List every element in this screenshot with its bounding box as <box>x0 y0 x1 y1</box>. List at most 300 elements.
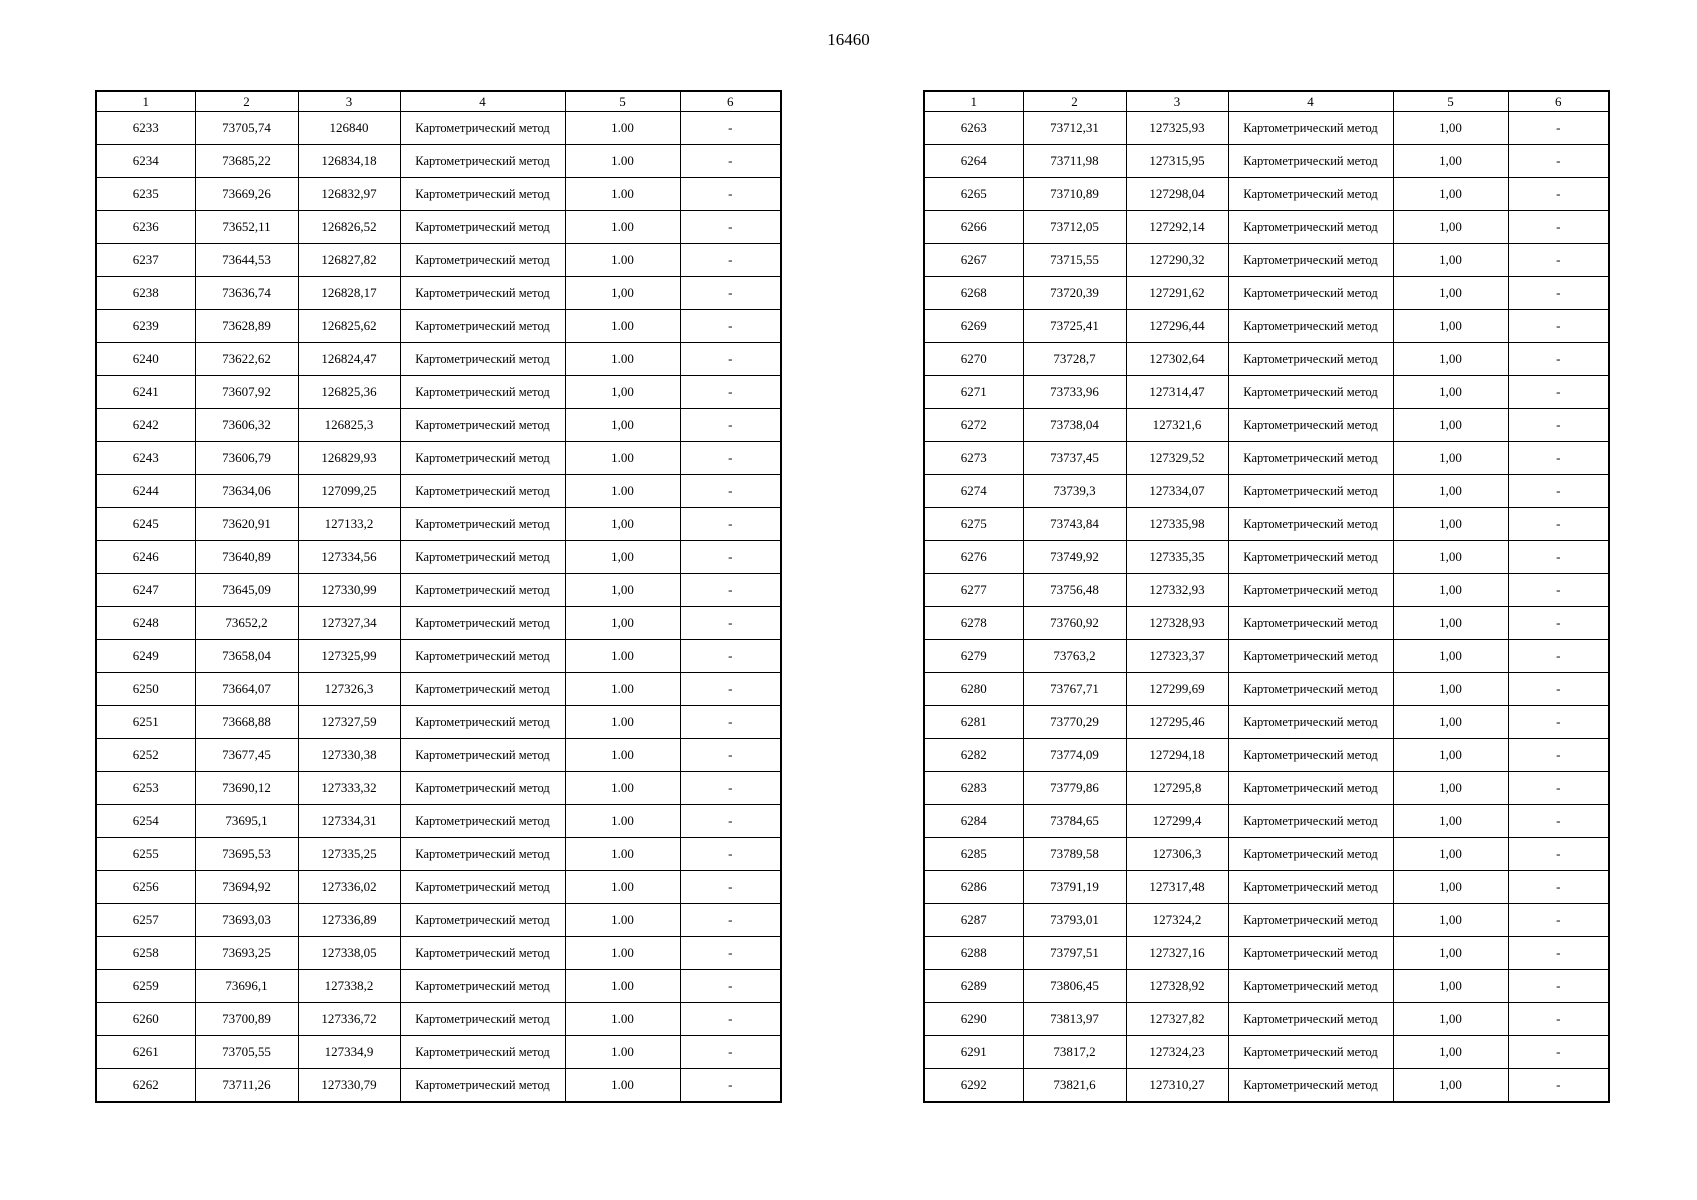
accuracy-cell: 1,00 <box>565 508 680 541</box>
table-row <box>924 838 1609 871</box>
x-coordinate-cell: 73712,05 <box>1023 211 1126 244</box>
y-coordinate-cell: 127330,79 <box>298 1069 400 1103</box>
method-cell: Картометрический метод <box>400 343 565 376</box>
y-coordinate-cell: 126826,52 <box>298 211 400 244</box>
table-row <box>924 310 1609 343</box>
table-row <box>96 574 781 607</box>
table-row <box>924 904 1609 937</box>
accuracy-cell: 1,00 <box>565 574 680 607</box>
description-cell: - <box>680 607 781 640</box>
accuracy-cell: 1.00 <box>565 211 680 244</box>
table-row <box>96 112 781 145</box>
table-row <box>924 376 1609 409</box>
accuracy-cell: 1.00 <box>565 904 680 937</box>
x-coordinate-cell: 73694,92 <box>195 871 298 904</box>
table-row <box>924 739 1609 772</box>
y-coordinate-cell: 127336,02 <box>298 871 400 904</box>
accuracy-cell: 1,00 <box>1393 739 1508 772</box>
y-coordinate-cell: 127310,27 <box>1126 1069 1228 1103</box>
table-row <box>96 772 781 805</box>
description-cell: - <box>1508 574 1609 607</box>
x-coordinate-cell: 73644,53 <box>195 244 298 277</box>
point-number-cell: 6262 <box>96 1069 195 1103</box>
accuracy-cell: 1.00 <box>565 640 680 673</box>
point-number-cell: 6279 <box>924 640 1023 673</box>
point-number-cell: 6233 <box>96 112 195 145</box>
column-header: 4 <box>1228 91 1393 112</box>
x-coordinate-cell: 73813,97 <box>1023 1003 1126 1036</box>
x-coordinate-cell: 73711,26 <box>195 1069 298 1103</box>
method-cell: Картометрический метод <box>400 508 565 541</box>
description-cell: - <box>1508 178 1609 211</box>
method-cell: Картометрический метод <box>400 739 565 772</box>
description-cell: - <box>680 574 781 607</box>
x-coordinate-cell: 73652,11 <box>195 211 298 244</box>
description-cell: - <box>1508 310 1609 343</box>
accuracy-cell: 1,00 <box>1393 541 1508 574</box>
description-cell: - <box>680 310 781 343</box>
description-cell: - <box>1508 211 1609 244</box>
accuracy-cell: 1,00 <box>1393 178 1508 211</box>
accuracy-cell: 1.00 <box>565 673 680 706</box>
point-number-cell: 6269 <box>924 310 1023 343</box>
method-cell: Картометрический метод <box>1228 508 1393 541</box>
y-coordinate-cell: 127299,4 <box>1126 805 1228 838</box>
accuracy-cell: 1,00 <box>1393 442 1508 475</box>
accuracy-cell: 1,00 <box>1393 145 1508 178</box>
y-coordinate-cell: 127328,92 <box>1126 970 1228 1003</box>
method-cell: Картометрический метод <box>1228 343 1393 376</box>
accuracy-cell: 1,00 <box>1393 310 1508 343</box>
description-cell: - <box>1508 409 1609 442</box>
description-cell: - <box>680 442 781 475</box>
method-cell: Картометрический метод <box>1228 178 1393 211</box>
point-number-cell: 6240 <box>96 343 195 376</box>
table-row <box>924 574 1609 607</box>
point-number-cell: 6252 <box>96 739 195 772</box>
y-coordinate-cell: 127298,04 <box>1126 178 1228 211</box>
x-coordinate-cell: 73779,86 <box>1023 772 1126 805</box>
point-number-cell: 6244 <box>96 475 195 508</box>
point-number-cell: 6270 <box>924 343 1023 376</box>
accuracy-cell: 1.00 <box>565 310 680 343</box>
method-cell: Картометрический метод <box>1228 937 1393 970</box>
description-cell: - <box>1508 343 1609 376</box>
y-coordinate-cell: 127332,93 <box>1126 574 1228 607</box>
x-coordinate-cell: 73749,92 <box>1023 541 1126 574</box>
point-number-cell: 6274 <box>924 475 1023 508</box>
method-cell: Картометрический метод <box>1228 541 1393 574</box>
x-coordinate-cell: 73763,2 <box>1023 640 1126 673</box>
accuracy-cell: 1.00 <box>565 145 680 178</box>
method-cell: Картометрический метод <box>1228 673 1393 706</box>
table-row <box>96 1003 781 1036</box>
y-coordinate-cell: 127335,98 <box>1126 508 1228 541</box>
table-row <box>96 838 781 871</box>
method-cell: Картометрический метод <box>400 937 565 970</box>
description-cell: - <box>1508 541 1609 574</box>
method-cell: Картометрический метод <box>400 706 565 739</box>
table-row <box>924 343 1609 376</box>
column-header: 5 <box>565 91 680 112</box>
y-coordinate-cell: 127294,18 <box>1126 739 1228 772</box>
table-row <box>924 1069 1609 1103</box>
point-number-cell: 6289 <box>924 970 1023 1003</box>
y-coordinate-cell: 126825,62 <box>298 310 400 343</box>
y-coordinate-cell: 127335,35 <box>1126 541 1228 574</box>
y-coordinate-cell: 127327,34 <box>298 607 400 640</box>
accuracy-cell: 1,00 <box>565 376 680 409</box>
y-coordinate-cell: 127295,8 <box>1126 772 1228 805</box>
method-cell: Картометрический метод <box>1228 112 1393 145</box>
method-cell: Картометрический метод <box>400 970 565 1003</box>
description-cell: - <box>680 178 781 211</box>
method-cell: Картометрический метод <box>1228 244 1393 277</box>
method-cell: Картометрический метод <box>1228 574 1393 607</box>
y-coordinate-cell: 127327,82 <box>1126 1003 1228 1036</box>
column-header: 3 <box>1126 91 1228 112</box>
accuracy-cell: 1.00 <box>565 112 680 145</box>
method-cell: Картометрический метод <box>400 475 565 508</box>
y-coordinate-cell: 127324,2 <box>1126 904 1228 937</box>
point-number-cell: 6281 <box>924 706 1023 739</box>
point-number-cell: 6258 <box>96 937 195 970</box>
point-number-cell: 6276 <box>924 541 1023 574</box>
method-cell: Картометрический метод <box>400 244 565 277</box>
y-coordinate-cell: 127302,64 <box>1126 343 1228 376</box>
coordinates-table-right <box>923 90 1610 1103</box>
table-row <box>924 145 1609 178</box>
y-coordinate-cell: 127329,52 <box>1126 442 1228 475</box>
x-coordinate-cell: 73677,45 <box>195 739 298 772</box>
table-row <box>924 1036 1609 1069</box>
point-number-cell: 6287 <box>924 904 1023 937</box>
accuracy-cell: 1.00 <box>565 475 680 508</box>
description-cell: - <box>1508 145 1609 178</box>
description-cell: - <box>680 376 781 409</box>
method-cell: Картометрический метод <box>400 541 565 574</box>
point-number-cell: 6280 <box>924 673 1023 706</box>
description-cell: - <box>1508 871 1609 904</box>
description-cell: - <box>1508 937 1609 970</box>
y-coordinate-cell: 127306,3 <box>1126 838 1228 871</box>
method-cell: Картометрический метод <box>1228 211 1393 244</box>
x-coordinate-cell: 73710,89 <box>1023 178 1126 211</box>
description-cell: - <box>680 805 781 838</box>
x-coordinate-cell: 73690,12 <box>195 772 298 805</box>
method-cell: Картометрический метод <box>400 805 565 838</box>
accuracy-cell: 1,00 <box>565 409 680 442</box>
y-coordinate-cell: 127338,05 <box>298 937 400 970</box>
accuracy-cell: 1.00 <box>565 244 680 277</box>
point-number-cell: 6257 <box>96 904 195 937</box>
x-coordinate-cell: 73756,48 <box>1023 574 1126 607</box>
accuracy-cell: 1,00 <box>1393 640 1508 673</box>
method-cell: Картометрический метод <box>1228 970 1393 1003</box>
accuracy-cell: 1,00 <box>1393 343 1508 376</box>
accuracy-cell: 1,00 <box>1393 475 1508 508</box>
point-number-cell: 6235 <box>96 178 195 211</box>
x-coordinate-cell: 73728,7 <box>1023 343 1126 376</box>
accuracy-cell: 1,00 <box>1393 1003 1508 1036</box>
table-row <box>924 805 1609 838</box>
table-row <box>96 409 781 442</box>
y-coordinate-cell: 127314,47 <box>1126 376 1228 409</box>
x-coordinate-cell: 73720,39 <box>1023 277 1126 310</box>
point-number-cell: 6253 <box>96 772 195 805</box>
x-coordinate-cell: 73711,98 <box>1023 145 1126 178</box>
y-coordinate-cell: 127326,3 <box>298 673 400 706</box>
x-coordinate-cell: 73695,53 <box>195 838 298 871</box>
table-row <box>924 244 1609 277</box>
description-cell: - <box>680 409 781 442</box>
column-header: 1 <box>96 91 195 112</box>
method-cell: Картометрический метод <box>1228 607 1393 640</box>
accuracy-cell: 1,00 <box>1393 508 1508 541</box>
table-row <box>96 871 781 904</box>
table-body-left <box>96 112 781 1103</box>
x-coordinate-cell: 73695,1 <box>195 805 298 838</box>
y-coordinate-cell: 127334,07 <box>1126 475 1228 508</box>
column-header: 5 <box>1393 91 1508 112</box>
y-coordinate-cell: 127315,95 <box>1126 145 1228 178</box>
point-number-cell: 6292 <box>924 1069 1023 1103</box>
y-coordinate-cell: 127325,99 <box>298 640 400 673</box>
description-cell: - <box>680 673 781 706</box>
x-coordinate-cell: 73658,04 <box>195 640 298 673</box>
accuracy-cell: 1,00 <box>1393 673 1508 706</box>
y-coordinate-cell: 127333,32 <box>298 772 400 805</box>
method-cell: Картометрический метод <box>1228 277 1393 310</box>
accuracy-cell: 1.00 <box>565 442 680 475</box>
accuracy-cell: 1,00 <box>1393 112 1508 145</box>
x-coordinate-cell: 73806,45 <box>1023 970 1126 1003</box>
table-row <box>924 1003 1609 1036</box>
table-row <box>924 706 1609 739</box>
y-coordinate-cell: 127323,37 <box>1126 640 1228 673</box>
accuracy-cell: 1,00 <box>1393 871 1508 904</box>
point-number-cell: 6282 <box>924 739 1023 772</box>
point-number-cell: 6249 <box>96 640 195 673</box>
method-cell: Картометрический метод <box>1228 1003 1393 1036</box>
x-coordinate-cell: 73696,1 <box>195 970 298 1003</box>
method-cell: Картометрический метод <box>1228 442 1393 475</box>
method-cell: Картометрический метод <box>1228 871 1393 904</box>
y-coordinate-cell: 126827,82 <box>298 244 400 277</box>
x-coordinate-cell: 73634,06 <box>195 475 298 508</box>
description-cell: - <box>1508 970 1609 1003</box>
method-cell: Картометрический метод <box>400 376 565 409</box>
description-cell: - <box>680 244 781 277</box>
method-cell: Картометрический метод <box>400 772 565 805</box>
point-number-cell: 6268 <box>924 277 1023 310</box>
point-number-cell: 6266 <box>924 211 1023 244</box>
description-cell: - <box>1508 475 1609 508</box>
description-cell: - <box>680 541 781 574</box>
table-row <box>96 178 781 211</box>
point-number-cell: 6265 <box>924 178 1023 211</box>
y-coordinate-cell: 127330,38 <box>298 739 400 772</box>
y-coordinate-cell: 126834,18 <box>298 145 400 178</box>
y-coordinate-cell: 127317,48 <box>1126 871 1228 904</box>
point-number-cell: 6242 <box>96 409 195 442</box>
x-coordinate-cell: 73700,89 <box>195 1003 298 1036</box>
x-coordinate-cell: 73606,79 <box>195 442 298 475</box>
method-cell: Картометрический метод <box>400 211 565 244</box>
x-coordinate-cell: 73784,65 <box>1023 805 1126 838</box>
method-cell: Картометрический метод <box>1228 409 1393 442</box>
y-coordinate-cell: 127334,56 <box>298 541 400 574</box>
y-coordinate-cell: 127330,99 <box>298 574 400 607</box>
x-coordinate-cell: 73789,58 <box>1023 838 1126 871</box>
table-row <box>96 1036 781 1069</box>
table-row <box>96 607 781 640</box>
point-number-cell: 6260 <box>96 1003 195 1036</box>
x-coordinate-cell: 73737,45 <box>1023 442 1126 475</box>
x-coordinate-cell: 73739,3 <box>1023 475 1126 508</box>
accuracy-cell: 1.00 <box>565 706 680 739</box>
point-number-cell: 6256 <box>96 871 195 904</box>
point-number-cell: 6255 <box>96 838 195 871</box>
description-cell: - <box>1508 739 1609 772</box>
page-number: 16460 <box>827 30 870 49</box>
accuracy-cell: 1.00 <box>565 1003 680 1036</box>
x-coordinate-cell: 73793,01 <box>1023 904 1126 937</box>
accuracy-cell: 1,00 <box>1393 409 1508 442</box>
table-row <box>96 145 781 178</box>
point-number-cell: 6251 <box>96 706 195 739</box>
table-row <box>96 904 781 937</box>
description-cell: - <box>1508 838 1609 871</box>
point-number-cell: 6263 <box>924 112 1023 145</box>
y-coordinate-cell: 127325,93 <box>1126 112 1228 145</box>
accuracy-cell: 1,00 <box>1393 937 1508 970</box>
y-coordinate-cell: 127328,93 <box>1126 607 1228 640</box>
description-cell: - <box>1508 1069 1609 1103</box>
accuracy-cell: 1,00 <box>1393 574 1508 607</box>
point-number-cell: 6275 <box>924 508 1023 541</box>
description-cell: - <box>680 211 781 244</box>
table-row <box>924 211 1609 244</box>
x-coordinate-cell: 73628,89 <box>195 310 298 343</box>
point-number-cell: 6234 <box>96 145 195 178</box>
x-coordinate-cell: 73693,03 <box>195 904 298 937</box>
point-number-cell: 6290 <box>924 1003 1023 1036</box>
table-row <box>96 343 781 376</box>
description-cell: - <box>1508 244 1609 277</box>
y-coordinate-cell: 126840 <box>298 112 400 145</box>
accuracy-cell: 1,00 <box>1393 1069 1508 1103</box>
y-coordinate-cell: 127336,72 <box>298 1003 400 1036</box>
accuracy-cell: 1,00 <box>565 607 680 640</box>
table-row <box>96 277 781 310</box>
x-coordinate-cell: 73767,71 <box>1023 673 1126 706</box>
description-cell: - <box>1508 805 1609 838</box>
accuracy-cell: 1.00 <box>565 739 680 772</box>
method-cell: Картометрический метод <box>400 673 565 706</box>
accuracy-cell: 1.00 <box>565 871 680 904</box>
description-cell: - <box>1508 376 1609 409</box>
y-coordinate-cell: 126825,36 <box>298 376 400 409</box>
accuracy-cell: 1.00 <box>565 772 680 805</box>
point-number-cell: 6285 <box>924 838 1023 871</box>
method-cell: Картометрический метод <box>400 640 565 673</box>
accuracy-cell: 1,00 <box>1393 607 1508 640</box>
x-coordinate-cell: 73733,96 <box>1023 376 1126 409</box>
table-row <box>96 541 781 574</box>
x-coordinate-cell: 73715,55 <box>1023 244 1126 277</box>
point-number-cell: 6277 <box>924 574 1023 607</box>
description-cell: - <box>680 838 781 871</box>
column-header: 2 <box>1023 91 1126 112</box>
method-cell: Картометрический метод <box>1228 640 1393 673</box>
point-number-cell: 6278 <box>924 607 1023 640</box>
point-number-cell: 6254 <box>96 805 195 838</box>
accuracy-cell: 1.00 <box>565 1069 680 1103</box>
coordinates-table-left <box>95 90 782 1103</box>
point-number-cell: 6250 <box>96 673 195 706</box>
table-header-row <box>96 91 781 112</box>
x-coordinate-cell: 73797,51 <box>1023 937 1126 970</box>
accuracy-cell: 1.00 <box>565 838 680 871</box>
description-cell: - <box>1508 904 1609 937</box>
method-cell: Картометрический метод <box>1228 1036 1393 1069</box>
x-coordinate-cell: 73606,32 <box>195 409 298 442</box>
method-cell: Картометрический метод <box>400 178 565 211</box>
method-cell: Картометрический метод <box>400 145 565 178</box>
point-number-cell: 6248 <box>96 607 195 640</box>
method-cell: Картометрический метод <box>400 1003 565 1036</box>
point-number-cell: 6264 <box>924 145 1023 178</box>
y-coordinate-cell: 127099,25 <box>298 475 400 508</box>
x-coordinate-cell: 73743,84 <box>1023 508 1126 541</box>
x-coordinate-cell: 73607,92 <box>195 376 298 409</box>
accuracy-cell: 1,00 <box>1393 772 1508 805</box>
point-number-cell: 6236 <box>96 211 195 244</box>
column-header: 2 <box>195 91 298 112</box>
method-cell: Картометрический метод <box>1228 310 1393 343</box>
description-cell: - <box>1508 112 1609 145</box>
point-number-cell: 6246 <box>96 541 195 574</box>
accuracy-cell: 1.00 <box>565 937 680 970</box>
accuracy-cell: 1,00 <box>1393 970 1508 1003</box>
table-row <box>924 508 1609 541</box>
y-coordinate-cell: 127291,62 <box>1126 277 1228 310</box>
table-row <box>96 211 781 244</box>
accuracy-cell: 1,00 <box>1393 904 1508 937</box>
description-cell: - <box>1508 607 1609 640</box>
y-coordinate-cell: 127290,32 <box>1126 244 1228 277</box>
x-coordinate-cell: 73669,26 <box>195 178 298 211</box>
y-coordinate-cell: 126824,47 <box>298 343 400 376</box>
description-cell: - <box>680 145 781 178</box>
table-row <box>924 673 1609 706</box>
table-row <box>96 244 781 277</box>
point-number-cell: 6273 <box>924 442 1023 475</box>
accuracy-cell: 1,00 <box>1393 244 1508 277</box>
table-row <box>924 640 1609 673</box>
description-cell: - <box>1508 640 1609 673</box>
x-coordinate-cell: 73738,04 <box>1023 409 1126 442</box>
y-coordinate-cell: 127299,69 <box>1126 673 1228 706</box>
description-cell: - <box>1508 1003 1609 1036</box>
method-cell: Картометрический метод <box>1228 838 1393 871</box>
description-cell: - <box>680 508 781 541</box>
point-number-cell: 6284 <box>924 805 1023 838</box>
point-number-cell: 6267 <box>924 244 1023 277</box>
accuracy-cell: 1,00 <box>1393 838 1508 871</box>
y-coordinate-cell: 127133,2 <box>298 508 400 541</box>
